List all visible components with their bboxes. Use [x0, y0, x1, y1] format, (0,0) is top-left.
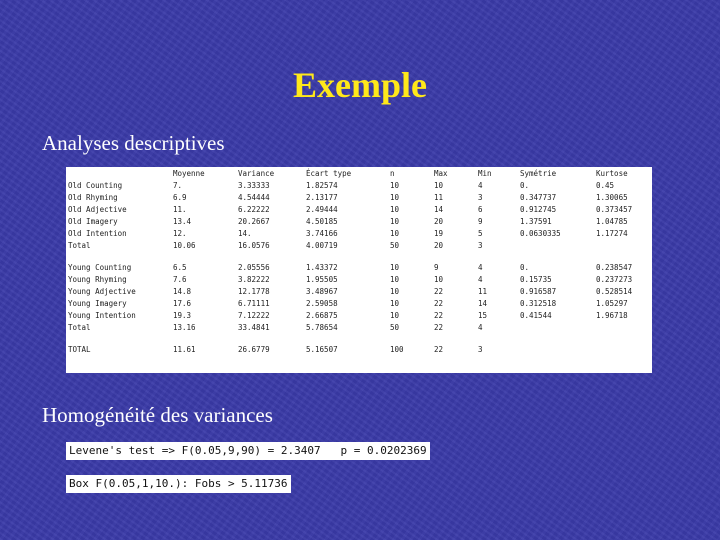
table-cell: 10 [390, 287, 400, 296]
table-cell: 2.05556 [238, 263, 270, 272]
table-cell: 0.912745 [520, 205, 557, 214]
table-cell: 10 [434, 275, 444, 284]
table-cell: 3.33333 [238, 181, 270, 190]
table-cell: 1.82574 [306, 181, 338, 190]
table-cell [171, 334, 236, 344]
table-cell: 3.74166 [306, 229, 338, 238]
table-cell [476, 252, 518, 262]
table-row [66, 298, 652, 310]
table-cell [518, 240, 594, 252]
table-cell [594, 334, 652, 344]
table-cell [432, 334, 476, 344]
table-cell: 50 [390, 241, 400, 250]
table-cell: 11. [173, 205, 187, 214]
table-cell: 33.4841 [238, 323, 270, 332]
table-cell: 10 [390, 229, 400, 238]
table-cell: 4 [478, 275, 483, 284]
table-row [66, 216, 652, 228]
table-cell: 5.78654 [306, 323, 338, 332]
table-cell: 10 [434, 181, 444, 190]
table-cell: 4 [478, 263, 483, 272]
table-cell: 10 [390, 217, 400, 226]
row-label: Young Rhyming [68, 275, 127, 284]
table-cell: 3 [478, 241, 483, 250]
table-cell: 4 [478, 323, 483, 332]
row-label [66, 252, 171, 262]
table-cell: 0.373457 [596, 205, 633, 214]
table-cell [171, 252, 236, 262]
table-cell: 11 [434, 193, 444, 202]
column-header: Max [434, 168, 448, 178]
table-cell: 0.237273 [596, 275, 633, 284]
table-cell: 20.2667 [238, 217, 270, 226]
table-cell: 4.00719 [306, 241, 338, 250]
column-header: Variance [238, 168, 275, 178]
table-cell: 19.3 [173, 311, 192, 320]
table-cell: 0.347737 [520, 193, 557, 202]
table-cell: 7.6 [173, 275, 187, 284]
table-cell [518, 322, 594, 334]
table-cell: 6.22222 [238, 205, 270, 214]
table-cell: 6 [478, 205, 483, 214]
table-cell: 1.37591 [520, 217, 552, 226]
table-cell: 1.30065 [596, 193, 628, 202]
table-cell: 1.05297 [596, 299, 628, 308]
table-cell: 0.15735 [520, 275, 552, 284]
table-cell: 10 [390, 205, 400, 214]
table-cell: 6.71111 [238, 299, 270, 308]
row-label: Old Imagery [68, 217, 118, 226]
table-cell [304, 334, 388, 344]
table-row [66, 274, 652, 286]
table-cell: 3 [478, 193, 483, 202]
table-cell [432, 252, 476, 262]
table-row [66, 322, 652, 334]
table-cell: 12.1778 [238, 287, 270, 296]
table-row [66, 180, 652, 192]
box-test-result: Box F(0.05,1,10.): Fobs > 5.11736 [66, 475, 291, 493]
table-cell: 3.82222 [238, 275, 270, 284]
table-cell: 0.45 [596, 181, 615, 190]
row-label: Old Rhyming [68, 193, 118, 202]
table-cell [388, 334, 432, 344]
table-cell: 12. [173, 229, 187, 238]
table-cell: 50 [390, 323, 400, 332]
table-cell: 0.41544 [520, 311, 552, 320]
levene-test-result: Levene's test => F(0.05,9,90) = 2.3407 p = 0.0202369 [66, 442, 430, 460]
table-cell: 10.06 [173, 241, 196, 250]
row-label: Young Adjective [68, 287, 136, 296]
row-label: Young Counting [68, 263, 132, 272]
table-row [66, 310, 652, 322]
table-cell: 0.528514 [596, 287, 633, 296]
table-cell: 9 [478, 217, 483, 226]
table-cell [304, 252, 388, 262]
row-label: Old Intention [68, 229, 127, 238]
table-cell: 0.0630335 [520, 229, 561, 238]
table-cell: 1.43372 [306, 263, 338, 272]
row-label: Total [68, 323, 91, 332]
table-cell: 3.48967 [306, 287, 338, 296]
table-cell: 0. [520, 181, 530, 190]
table-row [66, 334, 652, 344]
table-row [66, 252, 652, 262]
table-cell: 1.04785 [596, 217, 628, 226]
table-cell: 2.13177 [306, 193, 338, 202]
table-cell: 15 [478, 311, 488, 320]
row-label: TOTAL [68, 345, 91, 354]
column-header: Symétrie [520, 168, 557, 178]
table-cell: 0.312518 [520, 299, 557, 308]
table-cell: 26.6779 [238, 345, 270, 354]
table-cell: 5.16507 [306, 345, 338, 354]
table-cell: 13.4 [173, 217, 192, 226]
table-cell: 4.50185 [306, 217, 338, 226]
table-cell: 0. [520, 263, 530, 272]
section-heading-homogeneity: Homogénéité des variances [42, 403, 273, 427]
table-cell [518, 252, 594, 262]
table-cell: 20 [434, 217, 444, 226]
column-header: n [390, 168, 395, 178]
column-header: Moyenne [173, 168, 205, 178]
table-row [66, 204, 652, 216]
column-header [66, 167, 171, 180]
table-cell: 14 [478, 299, 488, 308]
table-cell: 3 [478, 345, 483, 354]
table-cell [236, 334, 304, 344]
table-row [66, 240, 652, 252]
table-cell: 10 [390, 299, 400, 308]
table-cell [594, 240, 652, 252]
table-cell: 100 [390, 345, 404, 354]
descriptive-stats-table [66, 167, 652, 373]
table-cell: 6.5 [173, 263, 187, 272]
table-cell: 1.17274 [596, 229, 628, 238]
table-cell: 2.49444 [306, 205, 338, 214]
row-label: Young Imagery [68, 299, 127, 308]
table-cell: 0.238547 [596, 263, 633, 272]
table-cell: 14 [434, 205, 444, 214]
stats-table [66, 167, 652, 356]
table-cell: 1.96718 [596, 311, 628, 320]
table-cell [518, 344, 594, 356]
column-header: Écart type [306, 168, 352, 178]
slide-title: Exemple [293, 65, 427, 105]
table-cell: 11.61 [173, 345, 196, 354]
table-cell: 1.95505 [306, 275, 338, 284]
table-cell [236, 252, 304, 262]
table-cell: 7. [173, 181, 183, 190]
table-cell: 2.66875 [306, 311, 338, 320]
table-cell [594, 252, 652, 262]
table-cell: 22 [434, 323, 444, 332]
row-label: Old Adjective [68, 205, 127, 214]
table-cell: 19 [434, 229, 444, 238]
table-row [66, 228, 652, 240]
table-cell: 20 [434, 241, 444, 250]
row-label [66, 334, 171, 344]
table-row [66, 192, 652, 204]
row-label: Young Intention [68, 311, 136, 320]
row-label: Total [68, 241, 91, 250]
table-cell: 17.6 [173, 299, 192, 308]
row-label: Old Counting [68, 181, 123, 190]
table-cell: 22 [434, 299, 444, 308]
table-cell: 2.59058 [306, 299, 338, 308]
table-cell: 16.0576 [238, 241, 270, 250]
table-row [66, 344, 652, 356]
table-cell: 10 [390, 275, 400, 284]
table-row [66, 286, 652, 298]
table-cell: 4 [478, 181, 483, 190]
table-cell: 10 [390, 193, 400, 202]
table-cell: 14. [238, 229, 252, 238]
table-cell [476, 334, 518, 344]
table-cell [594, 344, 652, 356]
table-cell [594, 322, 652, 334]
table-cell: 6.9 [173, 193, 187, 202]
column-header: Min [478, 168, 492, 178]
table-cell: 0.916587 [520, 287, 557, 296]
section-heading-descriptives: Analyses descriptives [42, 131, 225, 155]
table-cell: 14.8 [173, 287, 192, 296]
table-cell: 22 [434, 287, 444, 296]
column-header: Kurtose [596, 168, 628, 178]
table-row [66, 262, 652, 274]
table-cell: 22 [434, 345, 444, 354]
table-header-row [66, 167, 652, 180]
table-cell: 10 [390, 263, 400, 272]
table-cell: 13.16 [173, 323, 196, 332]
table-cell: 7.12222 [238, 311, 270, 320]
table-cell [388, 252, 432, 262]
table-cell: 4.54444 [238, 193, 270, 202]
table-cell [518, 334, 594, 344]
table-cell: 10 [390, 181, 400, 190]
table-cell: 5 [478, 229, 483, 238]
table-cell: 22 [434, 311, 444, 320]
table-cell: 10 [390, 311, 400, 320]
table-cell: 11 [478, 287, 488, 296]
table-cell: 9 [434, 263, 439, 272]
